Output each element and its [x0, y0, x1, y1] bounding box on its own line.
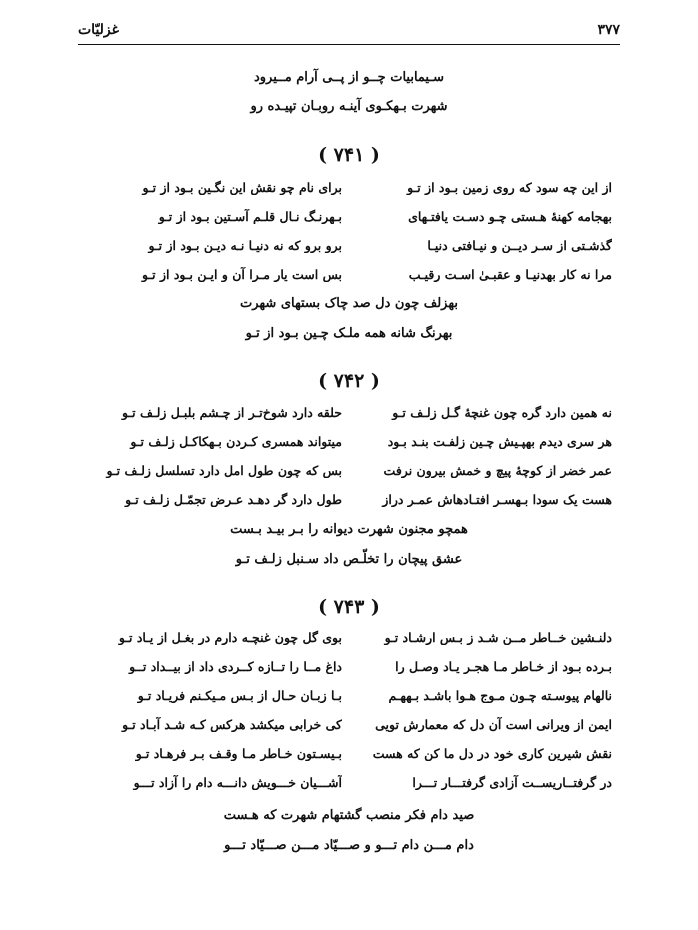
- couplet-row: [86, 630, 612, 652]
- running-header: [78, 18, 620, 45]
- first-hemistich: هر سری دیدم بهپـیش چـین زلفـت بنـد بـود: [387, 434, 612, 449]
- closing-line: عشق پیچان را تخلّـص داد سـنبل زلـف تـو: [235, 552, 463, 567]
- second-hemistich: بس است یار مـرا آن و ایـن بـود از تـو: [142, 267, 342, 282]
- second-hemistich: بـیسـتون خـاطر مـا وقـف بـر فرهـاد تـو: [135, 746, 342, 761]
- first-hemistich: گذشـتی از سـر دیــن و نیـافتی دنیـا: [427, 238, 612, 253]
- page-number: ۳۷۷: [597, 22, 620, 38]
- first-hemistich: بـرده بـود از خـاطر مـا هجـر یـاد وصـل را: [395, 659, 612, 674]
- first-hemistich: نه همین دارد گره چون غنچهٔ گـل زلـف تـو: [392, 405, 612, 420]
- section-title: غزلیّات: [78, 22, 119, 38]
- closing-line: همچو مجنون شهرت دیوانه را بـر بیـد بـست: [230, 522, 468, 537]
- second-hemistich: برو برو که نه دنیـا نـه دیـن بـود از تـو: [148, 238, 342, 253]
- intro-line: شهرت بـهکـوی آینـه روبـان تپیـده رو: [250, 99, 448, 114]
- couplet-row: [86, 775, 612, 797]
- intro-line: سـیمابیات چــو از پــی آرام مــیرود: [253, 70, 445, 85]
- first-hemistich: عمر خضر از کوچهٔ پیچ و خمش بیرون نرفت: [383, 463, 612, 478]
- second-hemistich: بـا زبـان حـال از بـس مـیکـنم فریـاد تـو: [137, 688, 342, 703]
- second-hemistich: بـهرنـگ نـال قلـم آسـتین بـود از تـو: [158, 209, 342, 224]
- couplet-row: [86, 659, 612, 681]
- couplet-row: [86, 492, 612, 514]
- first-hemistich: در گرفتــاریســت آزادی گرفتـــار تـــرا: [412, 775, 612, 790]
- couplet-row: [86, 717, 612, 739]
- couplet-row: [86, 405, 612, 427]
- second-hemistich: طول دارد گر دهـد عـرض تجمّـل زلـف تـو: [125, 492, 342, 507]
- second-hemistich: آشـــیان خـــویش دانـــه دام را آزاد تـــو: [133, 775, 342, 790]
- second-hemistich: بوی گل چون غنچـه دارم در بغـل از یـاد تـو: [118, 630, 342, 645]
- couplet-row: [86, 238, 612, 260]
- first-hemistich: هست یک سودا بـهسـر افتـادهاش عمـر دراز: [382, 492, 612, 507]
- poem-number: ( ۷۴۲ ): [318, 370, 380, 392]
- first-hemistich: ایمن از ویرانی است آن دل که معمارش تویی: [375, 717, 612, 732]
- first-hemistich: دلنـشین خــاطر مــن شـد ز بـس ارشـاد تـو: [384, 630, 612, 645]
- poem-number: ( ۷۴۳ ): [318, 596, 380, 618]
- first-hemistich: از این چه سود که روی زمین بـود از تـو: [407, 180, 612, 195]
- couplet-row: [86, 267, 612, 289]
- couplet-row: [86, 434, 612, 456]
- first-hemistich: مرا نه کار بهدنیـا و عقبـیٰ اسـت رقیـب: [408, 267, 612, 282]
- first-hemistich: بهجامه کهنهٔ هـستی چـو دسـت یافتـهای: [408, 209, 612, 224]
- couplet-row: [86, 209, 612, 231]
- poem-number: ( ۷۴۱ ): [318, 144, 380, 166]
- second-hemistich: داغ مــا را تــازه کــردی داد از بیــداد تــو: [129, 659, 342, 674]
- couplet-row: [86, 180, 612, 202]
- second-hemistich: برای نام چو نقش این نگـین بـود از تـو: [142, 180, 342, 195]
- second-hemistich: حلقه دارد شوخ‌تـر از چـشم بلبـل زلـف تـو: [122, 405, 342, 420]
- couplet-row: [86, 463, 612, 485]
- closing-line: صید دام فکر منصب گشتهام شهرت که هـست: [223, 808, 475, 823]
- closing-line: بهزلف چون دل صد چاک بستهای شهرت: [240, 296, 458, 311]
- closing-line: بهرنگ شانه همه ملـک چـین بـود از تـو: [245, 326, 453, 341]
- first-hemistich: نالهام پیوسـته چـون مـوج هـوا باشـد بـههـم: [388, 688, 612, 703]
- first-hemistich: نقش شیرین کاری خود در دل ما کن که هست: [372, 746, 612, 761]
- second-hemistich: میتواند همسری کـردن بـهکاکـل زلـف تـو: [130, 434, 342, 449]
- second-hemistich: کی خرابی میکشد هرکس کـه شـد آبـاد تـو: [122, 717, 342, 732]
- second-hemistich: بس که چون طول امل دارد تسلسل زلـف تـو: [106, 463, 342, 478]
- couplet-row: [86, 688, 612, 710]
- couplet-row: [86, 746, 612, 768]
- closing-line: دام مـــن دام تـــو و صـــیّاد مـــن صـــیّاد تـــو: [224, 838, 474, 853]
